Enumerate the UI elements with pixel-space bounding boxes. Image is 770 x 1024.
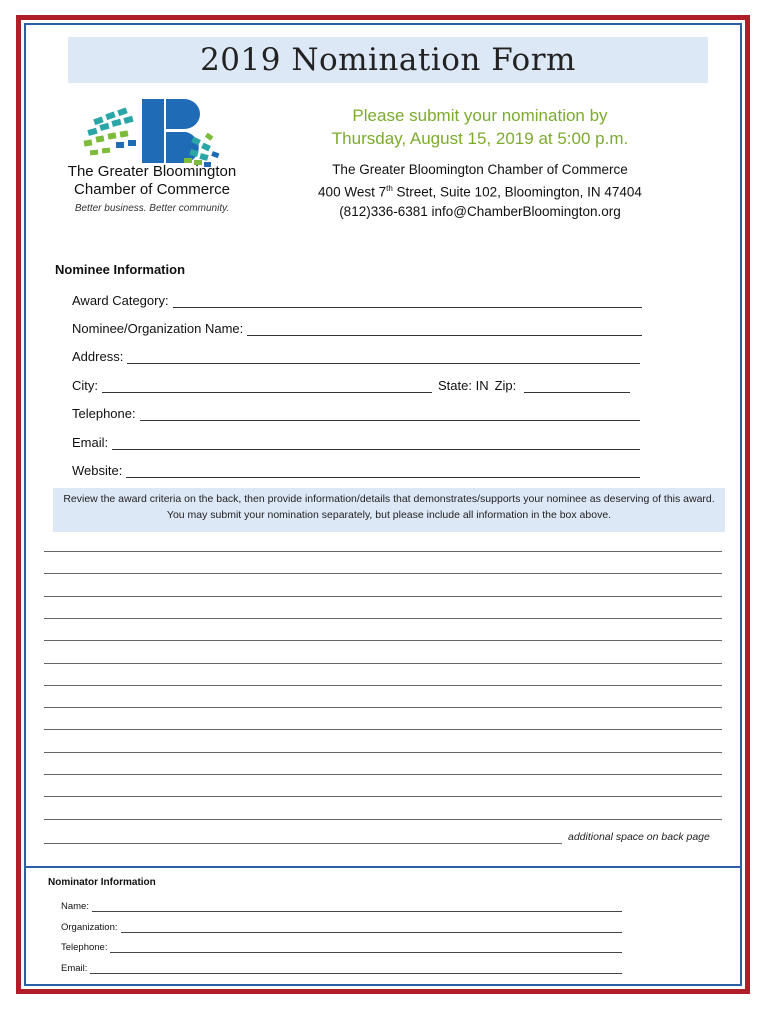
writing-line[interactable] — [44, 663, 722, 664]
nominator-name-label: Name: — [61, 901, 89, 912]
email-label: Email: — [72, 435, 109, 450]
nominee-name-label: Nominee/Organization Name: — [72, 321, 244, 336]
additional-space-note: additional space on back page — [568, 831, 710, 843]
address-pre: 400 West 7 — [318, 184, 387, 200]
nominator-name-field[interactable] — [61, 898, 622, 912]
telephone-label: Telephone: — [72, 406, 136, 421]
chamber-contact-info — [290, 160, 670, 221]
email-line[interactable] — [112, 435, 640, 450]
nominee-name-line[interactable] — [247, 321, 642, 336]
nominator-organization-field[interactable] — [61, 919, 622, 933]
writing-line[interactable] — [44, 752, 722, 753]
page-title: 2019 Nomination Form — [200, 42, 576, 78]
address-line[interactable] — [127, 349, 640, 364]
nominee-heading: Nominee Information — [55, 262, 186, 277]
website-label: Website: — [72, 463, 123, 478]
writing-line[interactable] — [44, 640, 722, 641]
chamber-name: The Greater Bloomington Chamber of Commerce — [332, 162, 628, 177]
writing-line[interactable] — [44, 551, 722, 552]
logo-name-line1: The Greater Bloomington — [67, 163, 237, 180]
address-label: Address: — [72, 349, 124, 364]
city-line[interactable] — [102, 378, 432, 393]
criteria-box: Review the award criteria on the back, then provide information/details that demonstrates/supports your nominee as deserving of this award. You may submit your nomination separately, but please include all information in the box above. — [53, 488, 725, 532]
nominator-telephone-field[interactable] — [61, 939, 622, 953]
writing-line[interactable] — [44, 774, 722, 775]
nominator-organization-label: Organization: — [61, 922, 118, 933]
deadline-line2: Thursday, August 15, 2019 at 5:00 p.m. — [331, 129, 629, 148]
writing-line-last[interactable] — [44, 843, 562, 844]
writing-line[interactable] — [44, 796, 722, 797]
deadline-notice — [300, 104, 660, 150]
website-field[interactable] — [72, 460, 640, 478]
deadline-line1: Please submit your nomination by — [352, 106, 608, 125]
writing-line[interactable] — [44, 707, 722, 708]
nominator-heading: Nominator Information — [48, 877, 156, 888]
logo-name — [52, 163, 252, 199]
nominee-name-field[interactable] — [72, 318, 642, 336]
title-bar — [68, 37, 708, 83]
city-label: City: — [72, 378, 98, 393]
nominator-telephone-line[interactable] — [110, 942, 622, 953]
website-line[interactable] — [126, 463, 640, 478]
nominator-email-field[interactable] — [61, 960, 622, 974]
logo-name-line2: Chamber of Commerce — [74, 181, 230, 198]
address-sup: th — [386, 184, 393, 193]
award-category-label: Award Category: — [72, 293, 169, 308]
chamber-address — [290, 179, 670, 202]
award-category-field[interactable] — [72, 290, 642, 308]
chamber-contact: (812)336-6381 info@ChamberBloomington.org — [339, 203, 621, 219]
email-field[interactable] — [72, 432, 640, 450]
section-divider — [26, 866, 740, 868]
state-label: State: IN — [438, 378, 489, 393]
address-post: Street, Suite 102, Bloomington, IN 47404 — [392, 184, 642, 200]
nominator-email-label: Email: — [61, 963, 88, 974]
city-state-zip-field[interactable] — [72, 375, 634, 393]
address-field[interactable] — [72, 346, 640, 364]
zip-line[interactable] — [524, 378, 630, 393]
logo-tagline: Better business. Better community. — [74, 203, 230, 214]
writing-line[interactable] — [44, 596, 722, 597]
writing-line[interactable] — [44, 618, 722, 619]
writing-line[interactable] — [44, 819, 722, 820]
writing-line[interactable] — [44, 573, 722, 574]
nominator-organization-line[interactable] — [121, 922, 622, 933]
zip-label: Zip: — [494, 378, 517, 393]
nominator-name-line[interactable] — [92, 901, 622, 912]
award-category-line[interactable] — [173, 293, 642, 308]
nominator-telephone-label: Telephone: — [61, 942, 108, 953]
writing-line[interactable] — [44, 729, 722, 730]
telephone-field[interactable] — [72, 403, 640, 421]
writing-line[interactable] — [44, 685, 722, 686]
telephone-line[interactable] — [140, 406, 640, 421]
nominator-email-line[interactable] — [90, 963, 622, 974]
